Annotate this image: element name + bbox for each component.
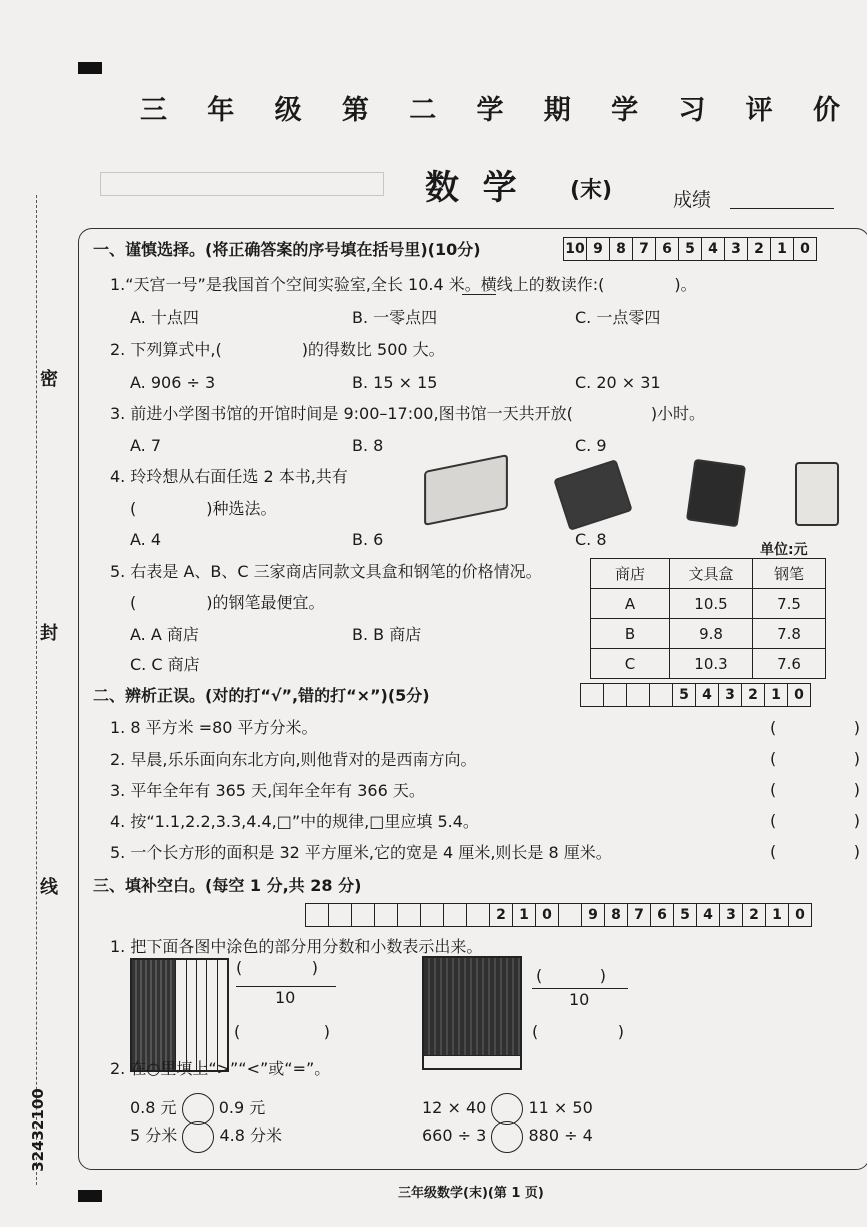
q2-option-a[interactable]: A. 906 ÷ 3 [130, 373, 216, 392]
q1-option-c[interactable]: C. 一点零四 [575, 308, 661, 327]
q5-option-c[interactable]: C. C 商店 [130, 655, 200, 674]
seal-char: 封 [40, 623, 58, 644]
q1-stem: 1.“天宫一号”是我国首个空间实验室,全长 10.4 米。横线上的数读作:( )。 [110, 275, 697, 294]
table-cell: A [591, 589, 670, 619]
fraction-bar [532, 988, 628, 989]
subject-title: 数 学 [425, 168, 517, 208]
fill-q1: 1. 把下面各图中涂色的部分用分数和小数表示出来。 [110, 937, 483, 956]
section1-title: 一、谨慎选择。(将正确答案的序号填在括号里)(10分) [93, 240, 481, 259]
table-row [591, 619, 826, 649]
score-underline[interactable] [730, 208, 834, 209]
q1-option-a[interactable]: A. 十点四 [130, 308, 199, 327]
compare-row: 660 ÷ 3 880 ÷ 4 [422, 1120, 593, 1153]
table-cell: 7.6 [753, 649, 826, 679]
q3-option-b[interactable]: B. 8 [352, 436, 384, 455]
fraction-bar [236, 986, 336, 987]
score-label: 成绩 [673, 189, 712, 211]
q3-option-a[interactable]: A. 7 [130, 436, 162, 455]
section2-score-box[interactable]: 5 4 3 2 1 0 [580, 683, 811, 707]
q5-stem: 5. 右表是 A、B、C 三家商店同款文具盒和钢笔的价格情况。 [110, 562, 542, 581]
table-cell: 7.8 [753, 619, 826, 649]
compare-row: 5 分米 4.8 分米 [130, 1120, 282, 1153]
table-header-row [591, 559, 826, 589]
numerator-blank[interactable]: ( ) [536, 966, 606, 985]
compare-circle[interactable] [491, 1121, 523, 1153]
answer-paren[interactable]: ( ) [770, 842, 860, 861]
fill-q2: 2. 在○里填上“>”“<”或“=”。 [110, 1059, 331, 1078]
table-header: 商店 [591, 559, 670, 589]
registration-mark [78, 62, 102, 74]
judge-item-5: 5. 一个长方形的面积是 32 平方厘米,它的宽是 4 厘米,则长是 8 厘米。 [110, 843, 612, 862]
table-cell: 10.5 [670, 589, 753, 619]
answer-paren[interactable]: ( ) [770, 749, 860, 768]
table-cell: C [591, 649, 670, 679]
table-cell: B [591, 619, 670, 649]
decimal-blank[interactable]: ( ) [532, 1022, 624, 1041]
page-title: 三 年 级 第 二 学 期 学 习 评 价 [140, 95, 840, 126]
shaded-figure-1 [130, 958, 229, 1072]
denominator: 10 [569, 990, 590, 1009]
judge-item-4: 4. 按“1.1,2.2,3.3,4.4,□”中的规律,□里应填 5.4。 [110, 812, 479, 831]
section1-score-box[interactable]: 10 9 8 7 6 5 4 3 2 1 0 [563, 237, 817, 261]
underline-mark [462, 294, 496, 295]
page-footer: 三年级数学(末)(第 1 页) [398, 1186, 544, 1201]
judge-item-3: 3. 平年全年有 365 天,闰年全年有 366 天。 [110, 781, 425, 800]
q5-option-b[interactable]: B. B 商店 [352, 625, 422, 644]
table-row [591, 649, 826, 679]
table-header: 文具盒 [670, 559, 753, 589]
compare-row: 12 × 40 11 × 50 [422, 1092, 593, 1125]
answer-paren[interactable]: ( ) [770, 718, 860, 737]
table-cell: 10.3 [670, 649, 753, 679]
q2-option-b[interactable]: B. 15 × 15 [352, 373, 438, 392]
section3-score-box[interactable]: 2 1 0 9 8 7 6 5 4 3 2 1 0 [305, 903, 812, 927]
q3-option-c[interactable]: C. 9 [575, 436, 607, 455]
seal-char: 线 [40, 877, 58, 898]
table-row [591, 589, 826, 619]
q4-stem: 4. 玲玲想从右面任选 2 本书,共有 [110, 467, 348, 486]
denominator: 10 [275, 988, 296, 1007]
compare-circle[interactable] [182, 1121, 214, 1153]
numerator-blank[interactable]: ( ) [236, 958, 318, 977]
answer-paren[interactable]: ( ) [770, 811, 860, 830]
decimal-blank[interactable]: ( ) [234, 1022, 330, 1041]
section3-title: 三、填补空白。(每空 1 分,共 28 分) [93, 876, 362, 895]
table-header: 钢笔 [753, 559, 826, 589]
q5-stem-line2: ( )的钢笔最便宜。 [130, 593, 325, 612]
price-table [590, 558, 826, 679]
shaded-figure-2 [422, 956, 522, 1070]
judge-item-1: 1. 8 平方米 =80 平方分米。 [110, 718, 318, 737]
q4-option-c[interactable]: C. 8 [575, 530, 607, 549]
answer-paren-column [770, 718, 860, 873]
book-illustration [686, 459, 746, 528]
q4-stem-line2: ( )种选法。 [130, 499, 277, 518]
q2-option-c[interactable]: C. 20 × 31 [575, 373, 661, 392]
term-label: (末) [570, 178, 613, 203]
q1-option-b[interactable]: B. 一零点四 [352, 308, 438, 327]
registration-mark [78, 1190, 102, 1202]
binding-line [36, 195, 37, 1185]
q2-stem: 2. 下列算式中,( )的得数比 500 大。 [110, 340, 445, 359]
judge-item-2: 2. 早晨,乐乐面向东北方向,则他背对的是西南方向。 [110, 750, 477, 769]
section2-title: 二、辨析正误。(对的打“√”,错的打“×”)(5分) [93, 686, 430, 705]
seal-char: 密 [40, 369, 58, 390]
table-cell: 9.8 [670, 619, 753, 649]
answer-paren[interactable]: ( ) [770, 780, 860, 799]
faded-score-strip [100, 172, 384, 196]
book-illustration [795, 462, 839, 526]
q5-option-a[interactable]: A. A 商店 [130, 625, 199, 644]
q4-option-b[interactable]: B. 6 [352, 530, 384, 549]
table-cell: 7.5 [753, 589, 826, 619]
q3-stem: 3. 前进小学图书馆的开馆时间是 9:00–17:00,图书馆一天共开放( )小时。 [110, 404, 706, 423]
compare-row: 0.8 元 0.9 元 [130, 1092, 265, 1125]
paper-code: 32432100 [28, 1088, 47, 1172]
unit-label: 单位:元 [760, 542, 808, 558]
q4-option-a[interactable]: A. 4 [130, 530, 162, 549]
